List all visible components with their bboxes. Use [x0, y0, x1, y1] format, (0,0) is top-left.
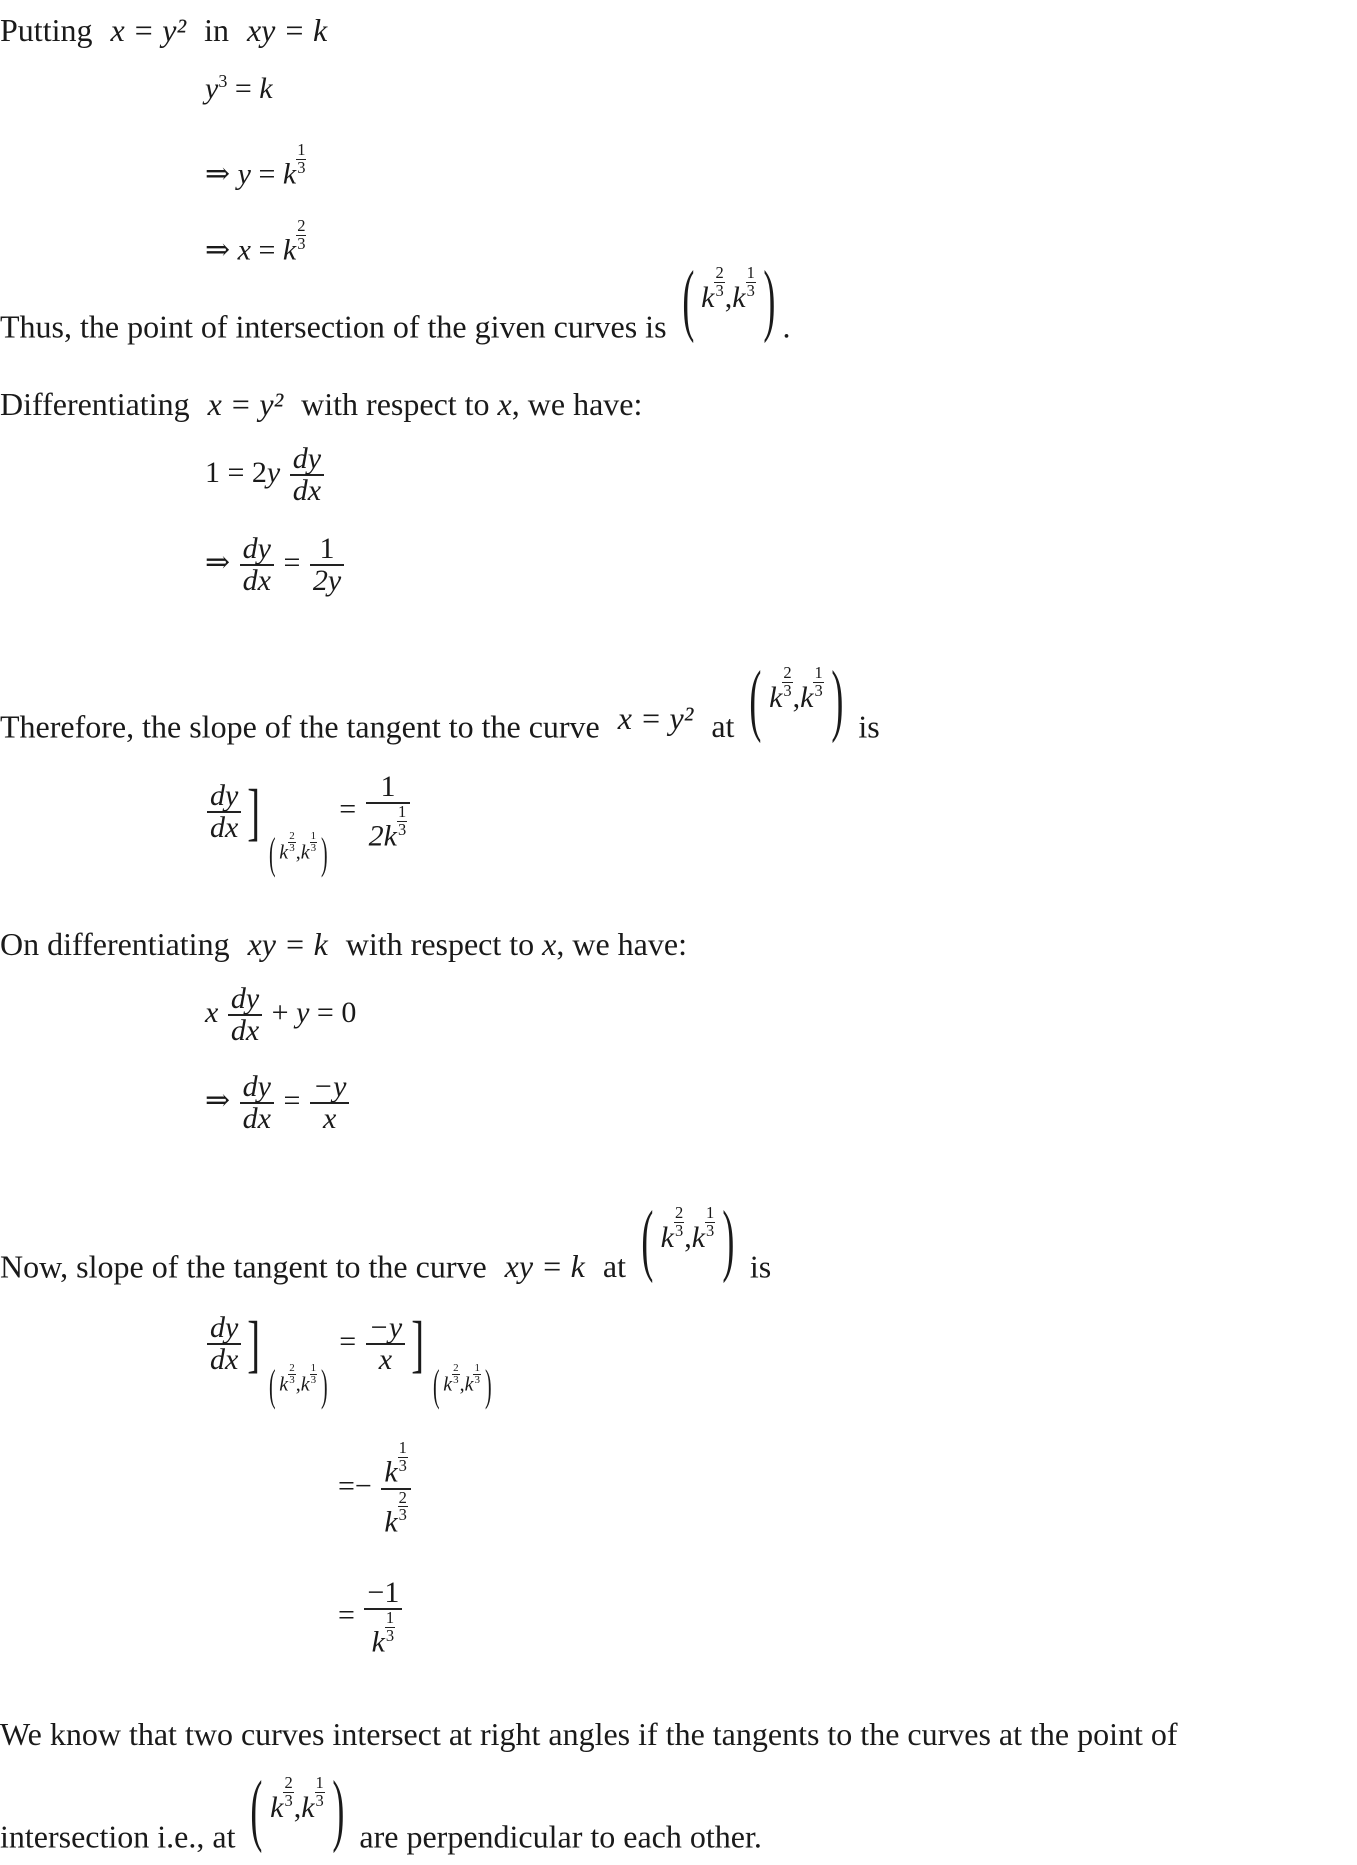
text: with respect to [345, 926, 535, 962]
text: is [858, 708, 880, 745]
text-line-differentiating [0, 388, 642, 420]
text: at [602, 1248, 626, 1285]
point-expression: ( k $\frac{2}{3}$ ,k $\frac{1}{3}$ ) [681, 256, 776, 344]
text: is [749, 1248, 772, 1285]
equation-slope-3: =− k $\frac{1}{3}$ k $\frac{2}{3}$ [338, 1440, 413, 1537]
math-inline: xy = k [504, 1248, 585, 1285]
text: Putting [0, 12, 93, 48]
text: Now, slope of the tangent to the curve [0, 1248, 487, 1285]
equation-slope-2: $\frac{dy}{dx}$ ]( k $\frac{2}{3}$ ,k $\frac{1}{3}$ ) = $\frac{-y}{x}$ ]( k $\frac{2}{3}$ ,k $\frac{1}{3}$ ) [205, 1312, 496, 1408]
math-inline: xy = k [246, 12, 328, 48]
text: with respect to [301, 386, 490, 422]
equation-y-value: ⇒ y = k $\frac{1}{3}$ [205, 140, 306, 191]
equation-derivative-2: ⇒ $\frac{dy}{dx}$ = $\frac{1}{2y}$ [205, 534, 346, 596]
math-inline: x = y² [617, 700, 694, 737]
text: in [204, 12, 229, 48]
text-line-slope-1 [0, 656, 880, 745]
text-line-intersection: Thus, the point of intersection of the given curves is ( k $\frac{2}{3}$ ,k $\frac{1}{3}$ ) . [0, 256, 791, 345]
text: Therefore, the slope of the tangent to the curve [0, 708, 600, 745]
point-expression: ( k $\frac{2}{3}$ ,k $\frac{1}{3}$ ) [749, 656, 844, 744]
point-expression: ( k $\frac{2}{3}$ ,k $\frac{1}{3}$ ) [641, 1196, 735, 1284]
equation-derivative-1: 1 = 2y $\frac{dy}{dx}$ [205, 444, 326, 506]
math-inline: x [542, 926, 557, 962]
equation-slope-4: = −1 k $\frac{1}{3}$ [338, 1578, 404, 1658]
math-inline: xy = k [247, 926, 328, 962]
text: Thus, the point of intersection of the given curves is [0, 308, 667, 345]
equation-derivative-3: x $\frac{dy}{dx}$ + y = 0 [205, 982, 357, 1047]
equation-x-value: ⇒ x = k $\frac{2}{3}$ [205, 216, 306, 267]
math-inline: x = y² [110, 12, 187, 48]
text-line-on-differentiating [0, 928, 687, 960]
text-line-conclusion-2 [0, 1766, 762, 1855]
equation-y-cubed: $y^3 = k$ [205, 71, 273, 105]
text: are perpendicular to each other. [359, 1818, 762, 1855]
text: , we have: [511, 386, 643, 422]
text-line-slope-2 [0, 1196, 772, 1285]
math-inline: x [497, 386, 512, 422]
text: We know that two curves intersect at right angles if the tangents to the curves at the point of [0, 1716, 1178, 1752]
equation-slope-1: $\frac{dy}{dx}$ ]( k $\frac{2}{3}$ ,k $\frac{1}{3}$ ) = 1 2k $\frac{1}{3}$ [205, 772, 412, 876]
text: at [711, 708, 735, 745]
equation-derivative-4: ⇒ $\frac{dy}{dx}$ = $\frac{-y}{x}$ [205, 1072, 351, 1134]
point-expression: ( k $\frac{2}{3}$ ,k $\frac{1}{3}$ ) [250, 1766, 345, 1854]
text: intersection i.e., at [0, 1818, 236, 1855]
text-line-putting [0, 14, 327, 46]
text-line-conclusion-1 [0, 1718, 1178, 1750]
math-inline: x = y² [207, 386, 284, 422]
text: Differentiating [0, 386, 190, 422]
text: , we have: [556, 926, 687, 962]
text: On differentiating [0, 926, 230, 962]
